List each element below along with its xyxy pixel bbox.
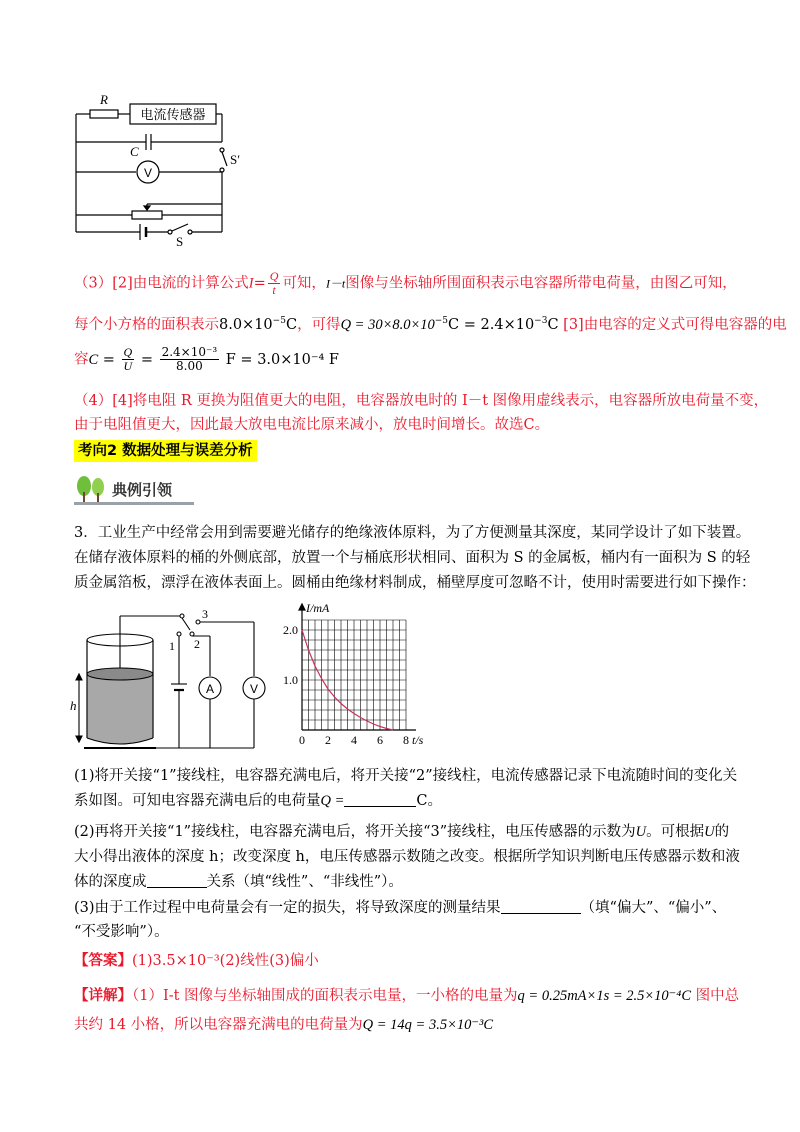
solution-4-line-1: （4）[4]将电阻 R 更换为阻值更大的电阻，电容器放电时的 I－t 图像用虚线表示，电容器所放电荷量不变， [74,393,769,409]
banner [74,474,194,506]
problem3-line-2: 在储存液体原料的桶的外侧底部，放置一个与桶底形状相同、面积为 S 的金属板，桶内有一面积为 S 的轻 [74,550,751,566]
circuit-diagram-1 [70,92,250,252]
sensor-label: 电流传感器 [140,108,206,123]
question2-line-2: 大小得出液体的深度 h；改变深度 h，电压传感器示数随之改变。根据所学知识判断电压传感器示数和液 [74,849,740,865]
question1-line-2: 系如图。可知电容器充满电后的电荷量Q = C。 [74,793,442,809]
question2-line-1: (2)再将开关接“1”接线柱，电容器充满电后，将开关接“3”接线柱，电压传感器的示数为U。可根据U的 [74,824,730,840]
switch-contact-3-label: 3 [202,607,208,621]
x-axis-label: t/s [412,733,424,747]
solution-3-line-2: 每个小方格的面积表示$8.0\times 10^{-5}C$，可得$Q = 30\times 8.0\times 10^{-5}C = 2.4\times 10^{-3}C$ [3]由电容的定义式可得电容器的电 [74,316,787,333]
switch2-label: S′ [230,152,241,167]
ammeter-label: A [205,682,215,696]
answer-blank-2[interactable] [147,873,207,888]
x-tick-label: 4 [351,733,357,747]
banner-label: 典例引领 [112,481,173,499]
depth-label: h [70,698,77,713]
resistor-symbol [90,110,118,118]
section-heading: 考向2 数据处理与误差分析 [74,440,257,462]
x-tick-label: 2 [325,733,331,747]
bucket-circuit-diagram [70,604,275,754]
solution-3-line-3: 容C = $\frac{Q}{U}$ = $\frac{\text{2.4×10⁻³}}{8.00}$ F = 3.0×10⁻⁴ F [74,345,339,373]
detail-line-2: 共约 14 小格，所以电容器充满电的电荷量为Q = 14q = 3.5×10⁻³C [74,1017,494,1033]
question1-line-1: (1)将开关接“1”接线柱，电容器充满电后，将开关接“2”接线柱，电流传感器记录下电流随时间的变化关 [74,768,738,784]
capacitor-label: C [130,144,139,159]
answer-blank-3[interactable] [501,899,581,914]
y-axis-arrow [299,604,305,610]
voltmeter-label-2: V [249,682,259,696]
fraction-q-over-t: $\frac{Q}{t}$ [269,269,279,297]
switch-contact-1-label: 1 [169,639,175,653]
y-tick-label: 2.0 [283,623,298,637]
current-time-chart [280,598,440,758]
answer-line: 【答案】(1)3.5×10⁻³(2)线性(3)偏小 [74,952,319,969]
solution-3-line-1: （3）[2]由电流的计算公式I= $\frac{Q}{t}$ 可知，I－t图像与坐标轴所围面积表示电容器所带电荷量，由图乙可知， [74,269,737,297]
question2-line-3: 体的深度成 关系（填“线性”、“非线性”）。 [74,874,403,890]
y-axis-label: I/mA [306,601,330,615]
question3-line-1: (3)由于工作过程中电荷量会有一定的损失，将导致深度的测量结果 （填“偏大”、“偏小”、 [74,900,727,916]
resistor-label: R [100,92,108,107]
y-tick-label: 1.0 [283,673,298,687]
detail-line-1: 【详解】（1）I-t 图像与坐标轴围成的面积表示电量，一小格的电量为q = 0.25mA×1s = 2.5×10⁻⁴C 图中总 [74,987,740,1004]
question3-line-2: “不受影响”）。 [74,924,169,940]
problem3-line-3: 质金属箔板，漂浮在液体表面上。圆桶由绝缘材料制成，桶壁厚度可忽略不计，使用时需要进行如下操作： [74,575,756,591]
x-tick-label: 6 [377,733,383,747]
switch1-label: S [176,234,184,249]
problem3-line-1: 3．工业生产中经常会用到需要避光储存的绝缘液体原料，为了方便测量其深度，某同学设计了如下装置。 [74,525,751,541]
x-tick-label: 0 [299,733,305,747]
voltmeter-label: V [143,166,153,180]
solution-4-line-2: 由于电阻值更大，因此最大放电电流比原来减小，放电时间增长。故选C。 [74,417,550,433]
x-tick-label: 8 [403,733,409,747]
switch-contact-2-label: 2 [194,637,200,651]
answer-blank-1[interactable] [344,792,416,807]
